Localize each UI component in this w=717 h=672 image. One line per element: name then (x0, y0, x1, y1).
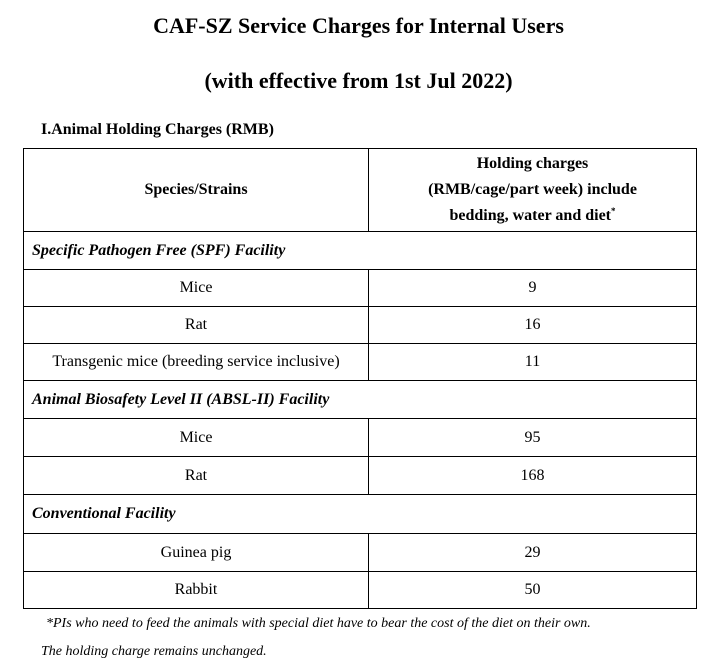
table-row (24, 307, 697, 344)
species-cell: Transgenic mice (breeding service inclusive) (24, 344, 369, 381)
species-cell: Rabbit (24, 572, 369, 609)
table-row (24, 419, 697, 457)
table-row (24, 270, 697, 307)
document-title: CAF-SZ Service Charges for Internal Users (153, 13, 564, 38)
footnote-line-1: *PIs who need to feed the animals with special diet have to bear the cost of the diet on their own. (46, 616, 591, 631)
header-charges-line2: (RMB/cage/part week) include (428, 181, 637, 198)
table-header-row (24, 149, 697, 232)
table-row (24, 534, 697, 572)
species-cell: Rat (24, 307, 369, 344)
footnote-line-2: The holding charge remains unchanged. (41, 644, 267, 659)
species-cell: Mice (24, 419, 369, 457)
charge-cell: 168 (369, 457, 697, 495)
table-row (24, 572, 697, 609)
document-subtitle: (with effective from 1st Jul 2022) (204, 68, 513, 93)
species-cell: Rat (24, 457, 369, 495)
header-charges-line1: Holding charges (476, 155, 589, 172)
footnote-marker: * (611, 206, 616, 216)
table-row (24, 344, 697, 381)
category-row (24, 495, 697, 534)
charge-cell: 29 (369, 534, 697, 572)
holding-charges-table (23, 148, 697, 609)
charge-cell: 95 (369, 419, 697, 457)
charge-cell: 50 (369, 572, 697, 609)
header-species: Species/Strains (24, 149, 369, 232)
category-name: Specific Pathogen Free (SPF) Facility (24, 232, 697, 270)
header-charges (369, 149, 697, 232)
section-heading: I.Animal Holding Charges (RMB) (41, 121, 274, 138)
table-row (24, 457, 697, 495)
charge-cell: 9 (369, 270, 697, 307)
charge-cell: 16 (369, 307, 697, 344)
category-name: Animal Biosafety Level II (ABSL-II) Facility (24, 381, 697, 419)
charge-cell: 11 (369, 344, 697, 381)
category-name: Conventional Facility (24, 495, 697, 534)
category-row (24, 381, 697, 419)
species-cell: Guinea pig (24, 534, 369, 572)
category-row (24, 232, 697, 270)
header-charges-line3: bedding, water and diet* (449, 206, 616, 224)
species-cell: Mice (24, 270, 369, 307)
